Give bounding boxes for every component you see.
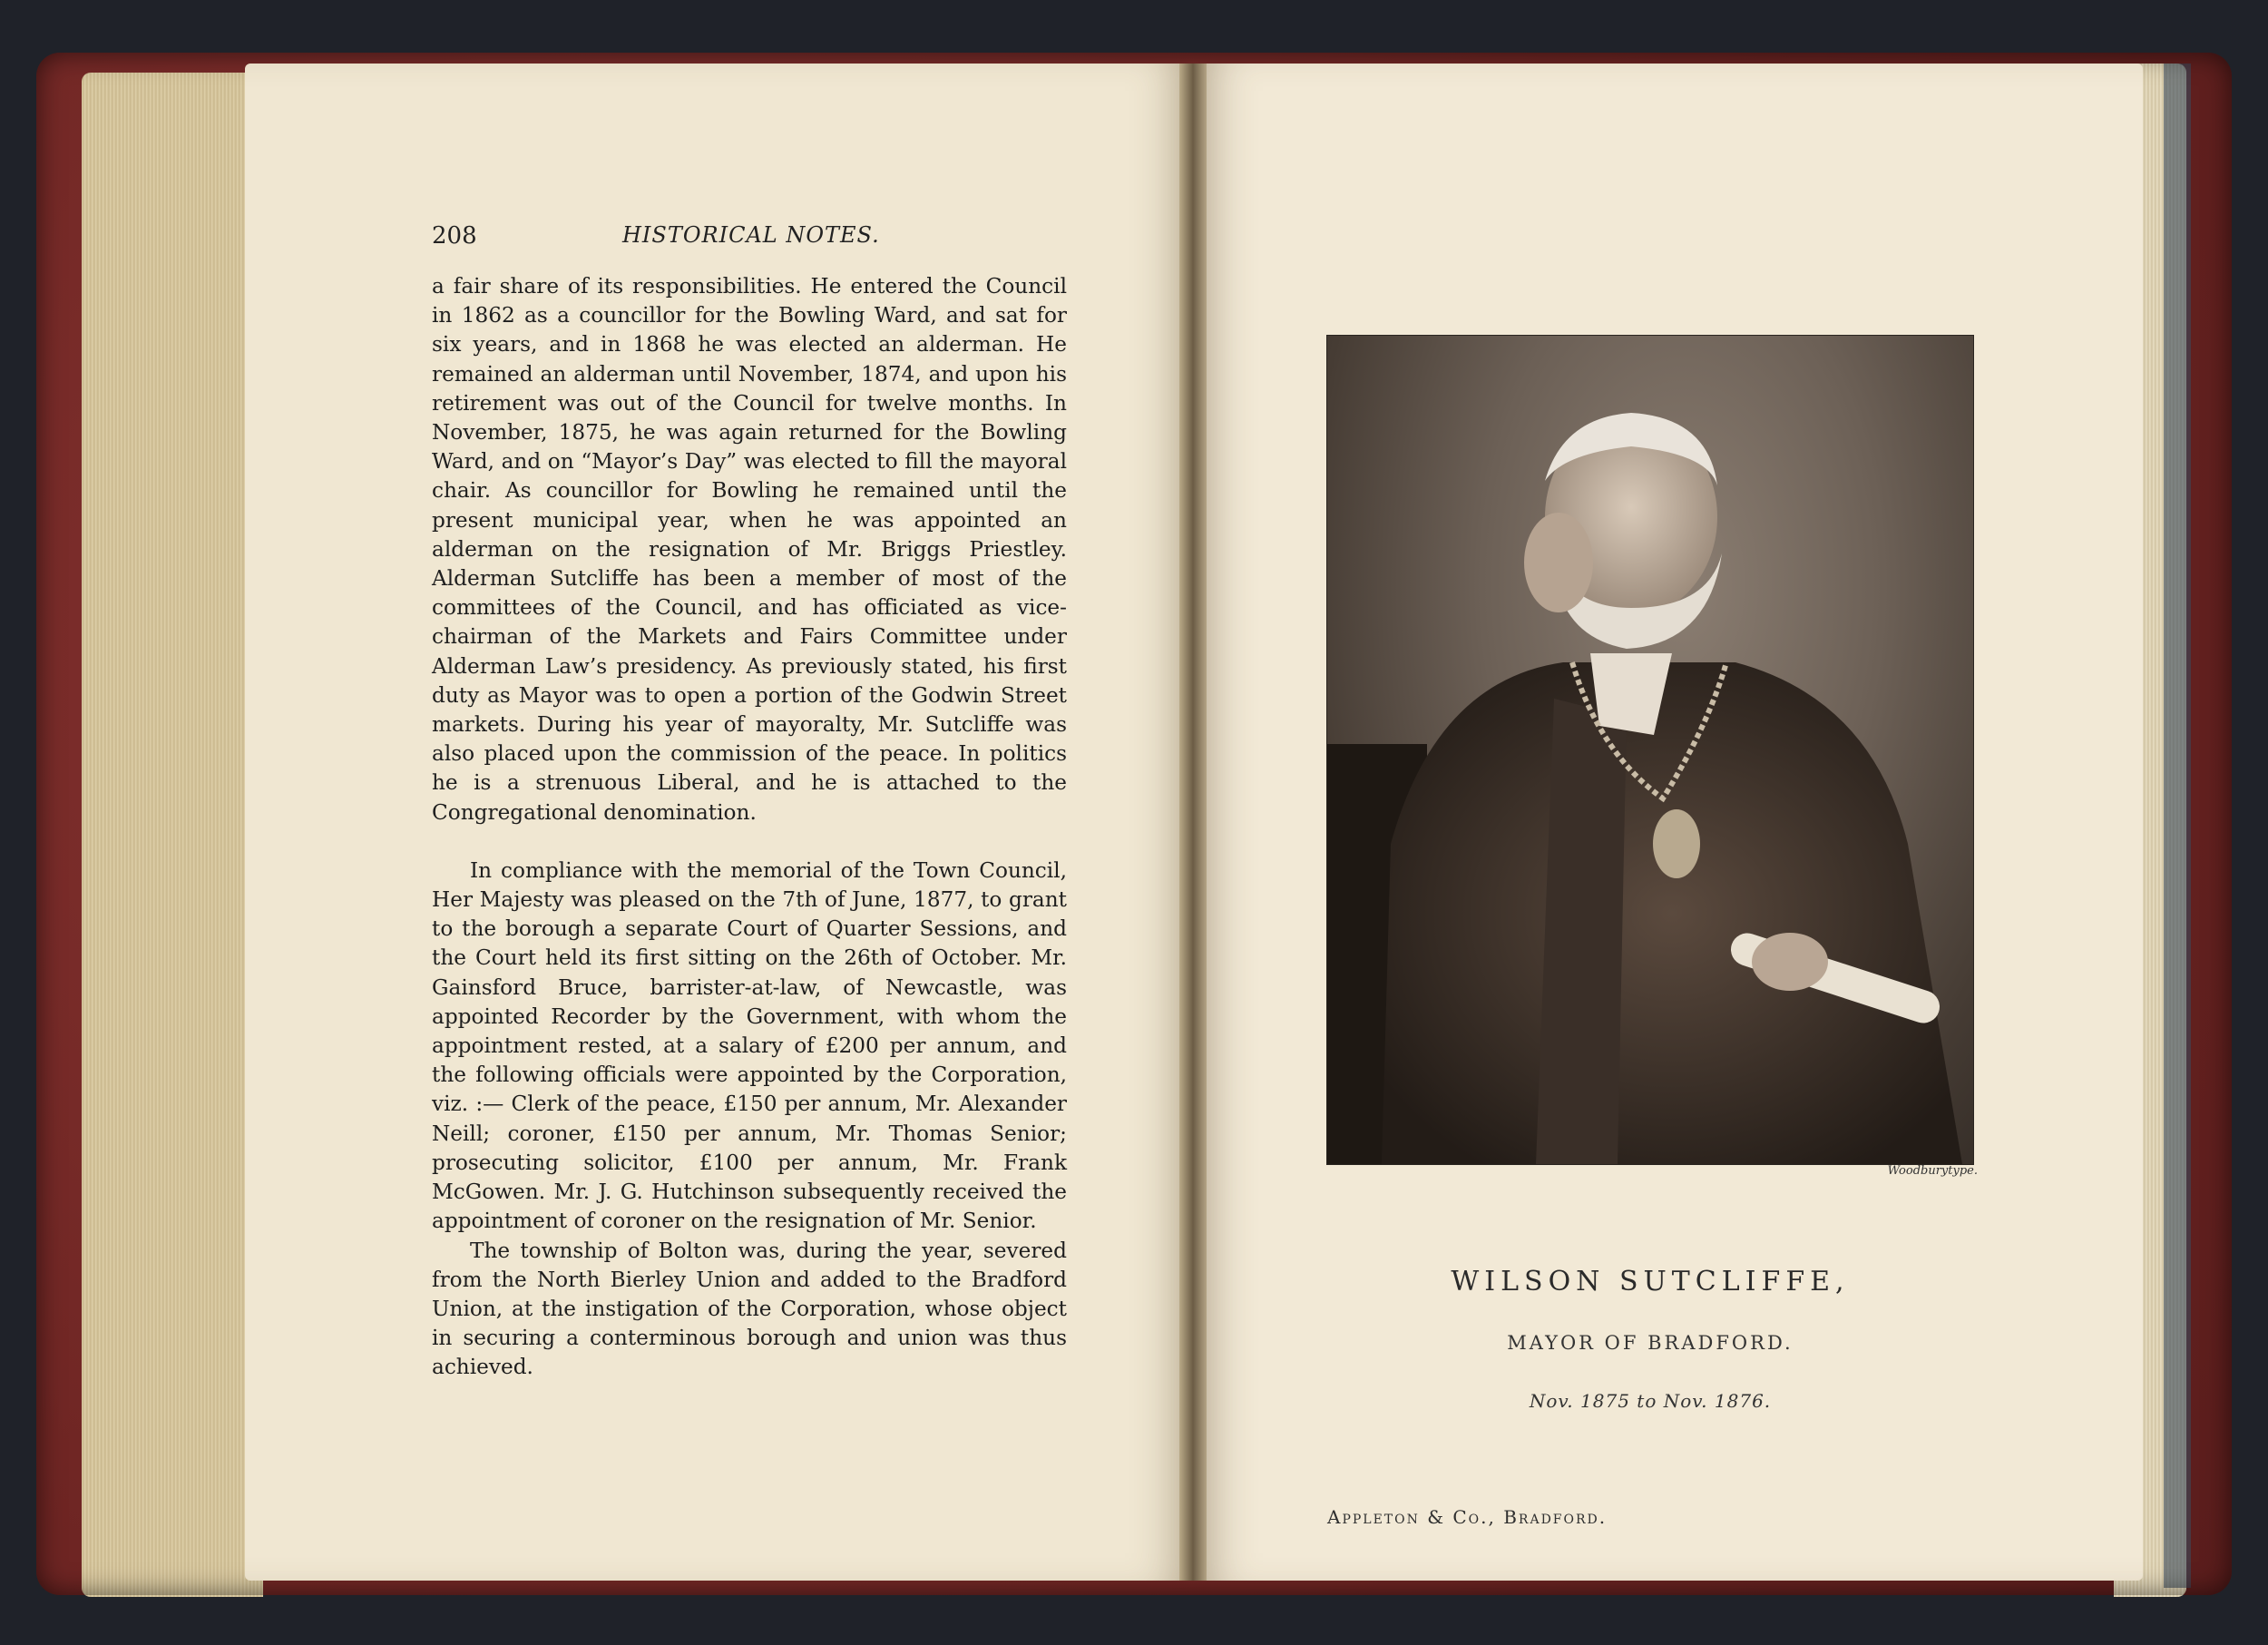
cover-board-edge xyxy=(2164,64,2191,1588)
term-dates: Nov. 1875 to Nov. 1876. xyxy=(1529,1390,1772,1412)
paragraph: In compliance with the memorial of the Town Council, Her Majesty was pleased on the 7th of June, 1877, to grant to the borough a separate Court of Quarter Sessions, and the Court held its first sitting on the 26th of October. Mr. Gainsford Bruce, barrister-at-law, of Newcastle, was appointed Recorder by the Government, with whom the appointment rested, at a salary of £200 per annum, and the following officials were appointed by the Corporation, viz. :— Clerk of the peace, £150 per annum, Mr. Alexander Neill; coroner, £150 per annum, Mr. Thomas Senior; prosecuting solicitor, £100 per annum, Mr. Frank McGowen. Mr. J. G. Hutchinson subsequently received the appointment of coroner on the resignation of Mr. Senior. xyxy=(432,857,1067,1234)
paragraph: The township of Bolton was, during the year, severed from the North Bierley Union and added to the Bradford Union, at the instigation of the Corporation, whose object in securing a conterminous borough and union was thus achieved. xyxy=(432,1238,1067,1380)
page-header xyxy=(432,222,1067,259)
publisher-imprint: Appleton & Co., Bradford. xyxy=(1327,1506,1608,1528)
running-title: HISTORICAL NOTES. xyxy=(622,222,880,248)
portrait-photograph xyxy=(1327,336,1973,1164)
page-number: 208 xyxy=(432,222,477,250)
sitter-name: WILSON SUTCLIFFE, xyxy=(1451,1266,1850,1297)
book-gutter xyxy=(1179,64,1207,1581)
page-block-left xyxy=(82,73,263,1597)
portrait-figure xyxy=(1327,336,1973,1164)
sitter-title: MAYOR OF BRADFORD. xyxy=(1507,1332,1794,1354)
photo-credit: Woodburytype. xyxy=(1887,1164,1978,1178)
paragraph: a fair share of its responsibilities. He entered the Council in 1862 as a councillor for the Bowling Ward, and sat for six years, and in 1868 he was elected an alderman. He remained an alderman until November, 1874, and upon his retirement was out of the Council for twelve months. In November, 1875, he was again returned for the Bowling Ward, and on “Mayor’s Day” was elected to fill the mayoral chair. As councillor for Bowling he remained until the present municipal year, when he was appointed an alderman on the resignation of Mr. Briggs Priestley. Alderman Sutcliffe has been a member of most of the committees of the Council, and has officiated as vice-chairman of the Markets and Fairs Committee under Alderman Law’s presidency. As previously stated, his first duty as Mayor was to open a portion of the Godwin Street markets. During his year of mayoralty, Mr. Sutcliffe was also placed upon the commission of the peace. In politics he is a strenuous Liberal, and he is attached to the Congregational denomination. xyxy=(432,274,1067,825)
paragraph-gap xyxy=(432,827,1067,857)
body-text xyxy=(432,272,1067,1383)
